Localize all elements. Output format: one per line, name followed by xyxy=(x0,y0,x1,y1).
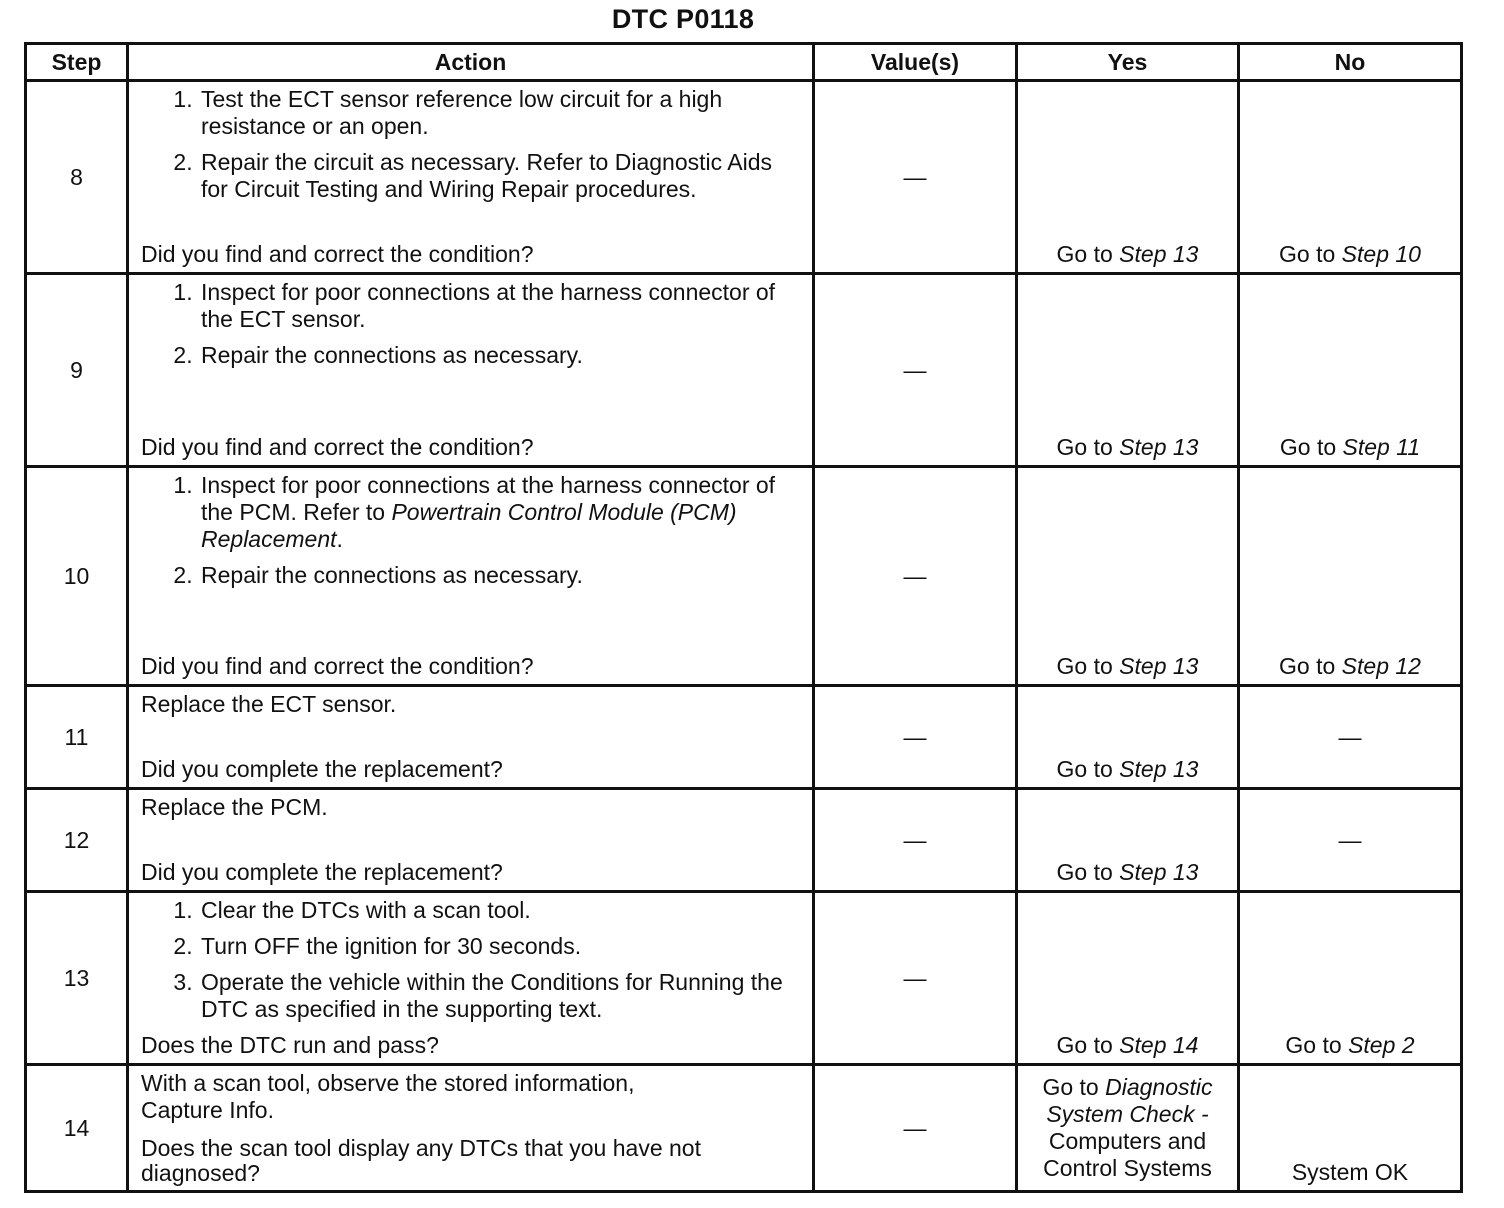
action-statement: Replace the PCM. xyxy=(141,794,328,820)
table-row xyxy=(26,81,1462,274)
table-row xyxy=(26,789,1462,892)
header-step: Step xyxy=(26,44,128,81)
action-question: Does the DTC run and pass? xyxy=(141,1032,439,1058)
list-item: 2. Turn OFF the ignition for 30 seconds. xyxy=(199,933,804,960)
yes-link: Step 13 xyxy=(1119,241,1199,267)
list-item: 2. Repair the connections as necessary. xyxy=(199,342,804,369)
no-link: Step 2 xyxy=(1348,1032,1415,1058)
yes-prefix: Go to xyxy=(1056,241,1120,267)
list-item: 2. Repair the circuit as necessary. Refer to Diagnostic Aids for Circuit Testing and Wiring Repair procedures. xyxy=(199,149,804,203)
page-title: DTC P0118 xyxy=(611,4,755,34)
yes-cell xyxy=(1017,1065,1239,1192)
yes-link: Diagnostic System Check - xyxy=(1046,1074,1213,1127)
action-statement: With a scan tool, observe the stored information, Capture Info. xyxy=(141,1070,635,1123)
no-cell xyxy=(1239,892,1462,1065)
yes-prefix: Go to xyxy=(1042,1074,1106,1100)
header-action: Action xyxy=(128,44,814,81)
action-question: Did you find and correct the condition? xyxy=(141,241,534,267)
header-no: No xyxy=(1239,44,1462,81)
header-row xyxy=(26,44,1462,81)
action-cell xyxy=(128,274,814,467)
action-list xyxy=(141,86,804,212)
value-cell: — xyxy=(814,467,1017,686)
action-list xyxy=(141,279,804,378)
action-cell xyxy=(128,892,814,1065)
table-row xyxy=(26,1065,1462,1192)
list-item: 1. Test the ECT sensor reference low circuit for a high resistance or an open. xyxy=(199,86,804,140)
yes-prefix: Go to xyxy=(1056,859,1120,885)
yes-prefix: Go to xyxy=(1056,1032,1120,1058)
action-cell xyxy=(128,1065,814,1192)
header-values: Value(s) xyxy=(814,44,1017,81)
action-question: Did you find and correct the condition? xyxy=(141,653,534,679)
yes-link: Step 14 xyxy=(1119,1032,1199,1058)
no-link: Step 11 xyxy=(1342,434,1421,460)
action-cell xyxy=(128,467,814,686)
no-link: Step 10 xyxy=(1341,241,1421,267)
no-prefix: Go to xyxy=(1285,1032,1349,1058)
yes-prefix: Go to xyxy=(1056,434,1120,460)
yes-cell xyxy=(1017,81,1239,274)
action-question: Did you find and correct the condition? xyxy=(141,434,534,460)
yes-prefix: Go to xyxy=(1056,756,1120,782)
step-number: 12 xyxy=(26,789,128,892)
list-item: 1. Clear the DTCs with a scan tool. xyxy=(199,897,804,924)
step-number: 10 xyxy=(26,467,128,686)
item-end: . xyxy=(336,526,343,552)
step-number: 9 xyxy=(26,274,128,467)
no-cell xyxy=(1239,81,1462,274)
step-number: 13 xyxy=(26,892,128,1065)
yes-cell xyxy=(1017,274,1239,467)
yes-cell xyxy=(1017,467,1239,686)
value-cell: — xyxy=(814,686,1017,789)
yes-cell xyxy=(1017,789,1239,892)
value-cell: — xyxy=(814,892,1017,1065)
header-yes: Yes xyxy=(1017,44,1239,81)
step-number: 14 xyxy=(26,1065,128,1192)
list-item: 3. Operate the vehicle within the Conditions for Running the DTC as specified in the supporting text. xyxy=(199,969,804,1023)
no-prefix: Go to xyxy=(1279,653,1342,679)
action-question: Did you complete the replacement? xyxy=(141,859,503,885)
no-cell: — xyxy=(1239,789,1462,892)
action-question: Did you complete the replacement? xyxy=(141,756,503,782)
list-item xyxy=(199,472,804,553)
no-prefix: Go to xyxy=(1279,434,1343,460)
no-cell: System OK xyxy=(1239,1065,1462,1192)
no-link: Step 12 xyxy=(1341,653,1421,679)
diagnostic-table xyxy=(24,42,1463,1193)
step-number: 11 xyxy=(26,686,128,789)
action-cell xyxy=(128,789,814,892)
yes-prefix: Go to xyxy=(1056,653,1120,679)
value-cell: — xyxy=(814,1065,1017,1192)
reference-link: Powertrain Control Module (PCM) Replacement xyxy=(201,499,737,552)
value-cell: — xyxy=(814,274,1017,467)
step-number: 8 xyxy=(26,81,128,274)
yes-cell xyxy=(1017,892,1239,1065)
action-list xyxy=(141,897,804,1023)
table-row xyxy=(26,467,1462,686)
no-cell xyxy=(1239,467,1462,686)
action-list xyxy=(141,472,804,598)
no-cell xyxy=(1239,274,1462,467)
list-item: 1. Inspect for poor connections at the harness connector of the ECT sensor. xyxy=(199,279,804,333)
item-text: Inspect for poor connections at the harness connector of the PCM. Refer to xyxy=(201,472,776,525)
action-question: Does the scan tool display any DTCs that you have not diagnosed? xyxy=(141,1135,701,1186)
yes-link: Step 13 xyxy=(1119,859,1199,885)
action-cell xyxy=(128,81,814,274)
yes-suffix: Computers and Control Systems xyxy=(1043,1128,1212,1181)
table-row xyxy=(26,274,1462,467)
table-row xyxy=(26,686,1462,789)
no-prefix: Go to xyxy=(1279,241,1342,267)
yes-link: Step 13 xyxy=(1119,756,1199,782)
yes-cell xyxy=(1017,686,1239,789)
action-statement: Replace the ECT sensor. xyxy=(141,691,397,717)
value-cell: — xyxy=(814,81,1017,274)
list-item: 2. Repair the connections as necessary. xyxy=(199,562,804,589)
value-cell: — xyxy=(814,789,1017,892)
yes-link: Step 13 xyxy=(1119,434,1199,460)
no-cell: — xyxy=(1239,686,1462,789)
action-cell xyxy=(128,686,814,789)
table-row xyxy=(26,892,1462,1065)
yes-link: Step 13 xyxy=(1119,653,1199,679)
